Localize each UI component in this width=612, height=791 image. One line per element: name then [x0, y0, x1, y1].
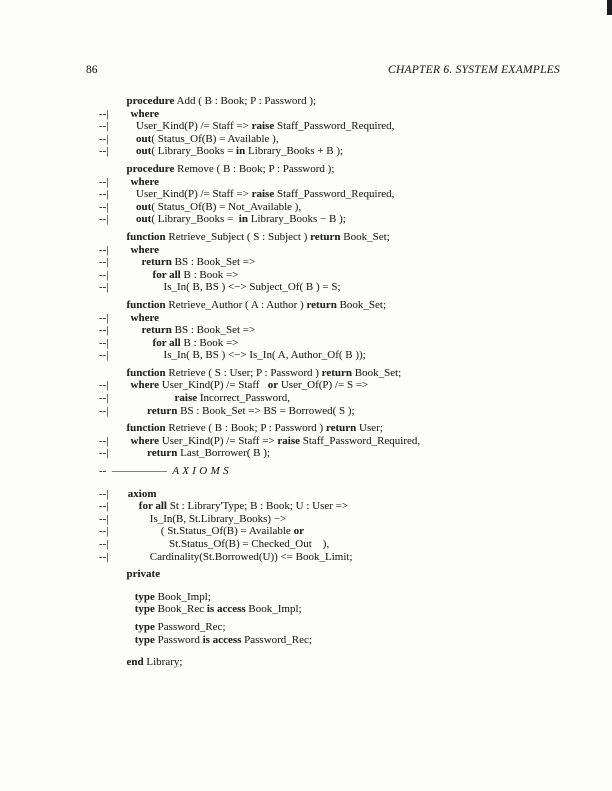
code-line: --| out( Status_Of(B) = Available ), — [99, 132, 279, 145]
code-line: --| where — [99, 243, 160, 256]
code-line: procedure Add ( B : Book; P : Password ); — [126, 95, 317, 107]
code-line: --| for all St : Library'Type; B : Book; U : User => — [99, 500, 349, 513]
code-line: --| for all B : Book => — [99, 268, 239, 281]
code-line: function Retrieve ( B : Book; P : Password ) return User; — [126, 422, 383, 435]
code-line: --| User_Kind(P) /= Staff => raise Staff_Password_Required, — [99, 188, 395, 201]
code-line: --| out( Library_Books = in Library_Books + B ); — [99, 145, 344, 158]
code-line: --| Is_In( B, BS ) <−> Subject_Of( B ) = S; — [99, 281, 341, 294]
code-line: end Library; — [126, 656, 183, 669]
page-header — [86, 64, 560, 76]
code-line: --| out( Library_Books = in Library_Books − B ); — [99, 213, 346, 226]
code-line: type Book_Impl; — [134, 590, 211, 603]
code-line: procedure Remove ( B : Book; P : Password ); — [126, 162, 335, 175]
code-listing — [99, 95, 592, 669]
code-line: --| raise Incorrect_Password, — [99, 392, 291, 405]
code-line: --| User_Kind(P) /= Staff => raise Staff_Password_Required, — [99, 120, 395, 133]
code-line: --| ( St.Status_Of(B) = Available or — [99, 525, 304, 538]
code-line: --| for all B : Book => — [99, 336, 239, 349]
code-line: type Book_Rec is access Book_Impl; — [134, 603, 302, 616]
code-line: --| axiom — [99, 487, 157, 500]
code-line: -- ————— A X I O M S — [99, 465, 229, 478]
code-line: --| where — [99, 175, 160, 188]
code-line: --| where User_Kind(P) /= Staff => raise Staff_Password_Required, — [99, 434, 421, 447]
page-number: 86 — [86, 64, 98, 76]
code-line: --| where — [99, 311, 160, 324]
code-line: --| Is_In(B, St.Library_Books) −> — [99, 512, 287, 525]
code-line: function Retrieve_Subject ( S : Subject ) return Book_Set; — [126, 230, 390, 243]
code-line: --| Is_In( B, BS ) <−> Is_In( A, Author_Of( B )); — [99, 349, 366, 362]
code-line: private — [126, 568, 161, 581]
code-line: --| return BS : Book_Set => BS = Borrowed( S ); — [99, 404, 355, 417]
code-line: --| out( Status_Of(B) = Not_Available ), — [99, 200, 302, 213]
code-line: --| Cardinality(St.Borrowed(U)) <= Book_Limit; — [99, 550, 353, 563]
code-line: --| return Last_Borrower( B ); — [99, 447, 270, 460]
scan-artifact — [607, 0, 612, 15]
code-line: function Retrieve_Author ( A : Author ) return Book_Set; — [126, 298, 387, 311]
code-line: --| return BS : Book_Set => — [99, 256, 256, 269]
code-line: --| where User_Kind(P) /= Staff or User_Of(P) /= S => — [99, 379, 369, 392]
code-line: type Password_Rec; — [134, 620, 226, 633]
code-line: --| return BS : Book_Set => — [99, 324, 256, 337]
code-line: function Retrieve ( S : User; P : Password ) return Book_Set; — [126, 366, 402, 379]
code-line: type Password is access Password_Rec; — [134, 633, 312, 646]
code-line: --| St.Status_Of(B) = Checked_Out ), — [99, 538, 330, 550]
chapter-header: CHAPTER 6. SYSTEM EXAMPLES — [388, 64, 560, 76]
code-line: --| where — [99, 107, 160, 120]
